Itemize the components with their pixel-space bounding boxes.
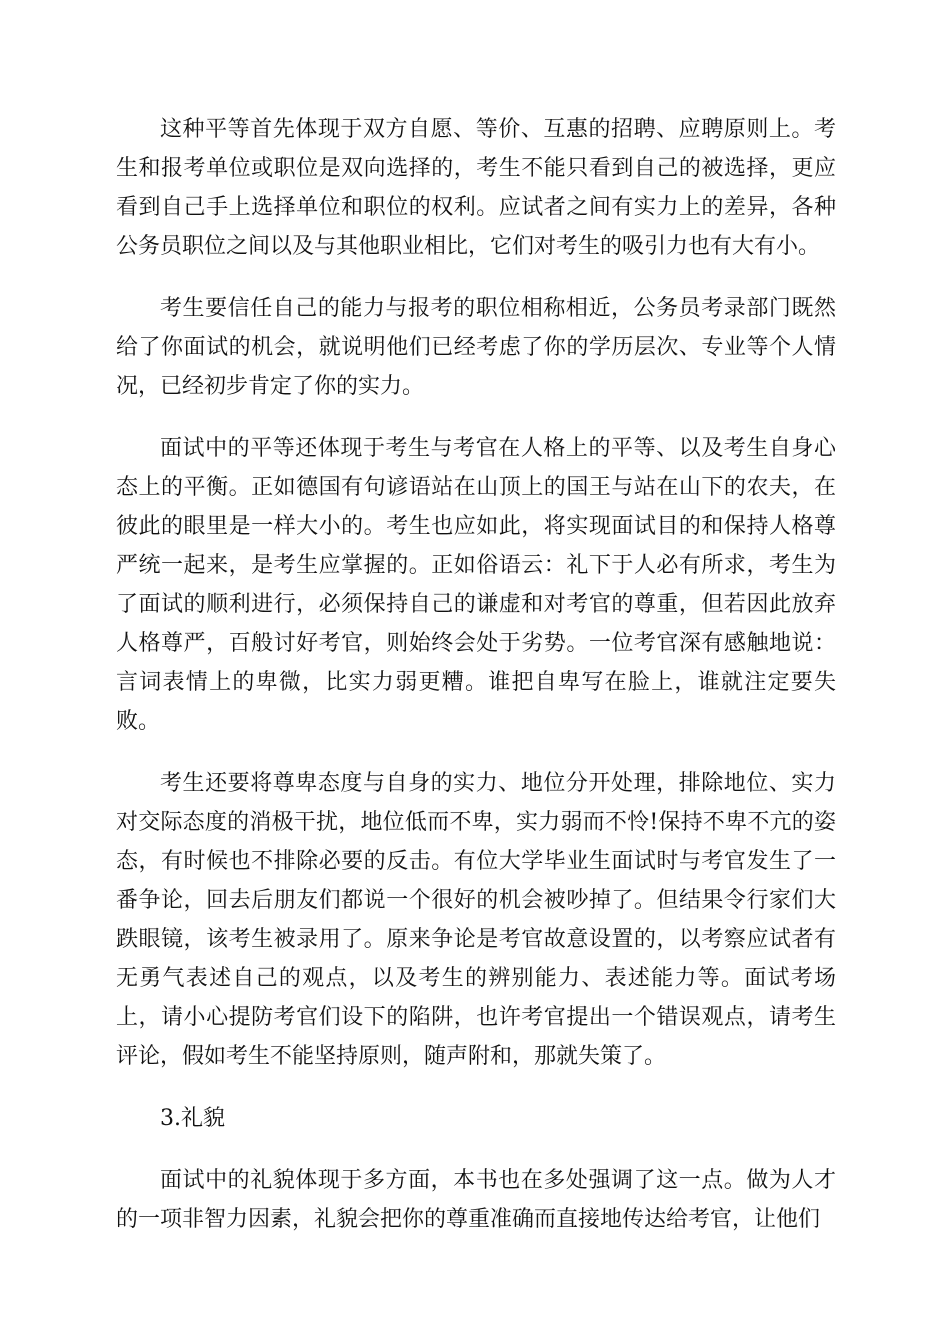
paragraph-personality-equality: 面试中的平等还体现于考生与考官在人格上的平等、以及考生自身心态上的平衡。正如德国有句谚语站在山顶上的国王与站在山下的农夫，在彼此的眼里是一样大小的。考生也应如此，将实现面试目的和保持人格尊严统一起来，是考生应掌握的。正如俗语云：礼下于人必有所求，考生为了面试的顺利进行，必须保持自己的谦虚和对考官的尊重，但若因此放弃人格尊严，百般讨好考官，则始终会处于劣势。一位考官深有感触地说：言词表情上的卑微，比实力弱更糟。谁把自卑写在脸上，谁就注定要失败。 xyxy=(116,436,836,734)
paragraph-self-confidence: 考生要信任自己的能力与报考的职位相称相近，公务员考录部门既然给了你面试的机会，就说明他们已经考虑了你的学历层次、专业等个人情况，已经初步肯定了你的实力。 xyxy=(116,296,836,399)
section-heading-courtesy: 3.礼貌 xyxy=(160,1106,225,1131)
paragraph-courtesy: 面试中的礼貌体现于多方面，本书也在多处强调了这一点。做为人才的一项非智力因素，礼貌会把你的尊重准确而直接地传达给考官，让他们 xyxy=(116,1168,836,1232)
paragraph-attitude: 考生还要将尊卑态度与自身的实力、地位分开处理，排除地位、实力对交际态度的消极干扰，地位低而不卑，实力弱而不怜!保持不卑不亢的姿态，有时候也不排除必要的反击。有位大学毕业生面试时与考官发生了一番争论，回去后朋友们都说一个很好的机会被吵掉了。但结果令行家们大跌眼镜，该考生被录用了。原来争论是考官故意设置的，以考察应试者有无勇气表述自己的观点，以及考生的辨别能力、表述能力等。面试考场上，请小心提防考官们设下的陷阱，也许考官提出一个错误观点，请考生评论，假如考生不能坚持原则，随声附和，那就失策了。 xyxy=(116,771,836,1069)
paragraph-equality-principle: 这种平等首先体现于双方自愿、等价、互惠的招聘、应聘原则上。考生和报考单位或职位是双向选择的，考生不能只看到自己的被选择，更应看到自己手上选择单位和职位的权利。应试者之间有实力上的差异，各种公务员职位之间以及与其他职业相比，它们对考生的吸引力也有大有小。 xyxy=(116,117,836,259)
document-body xyxy=(116,110,836,1262)
